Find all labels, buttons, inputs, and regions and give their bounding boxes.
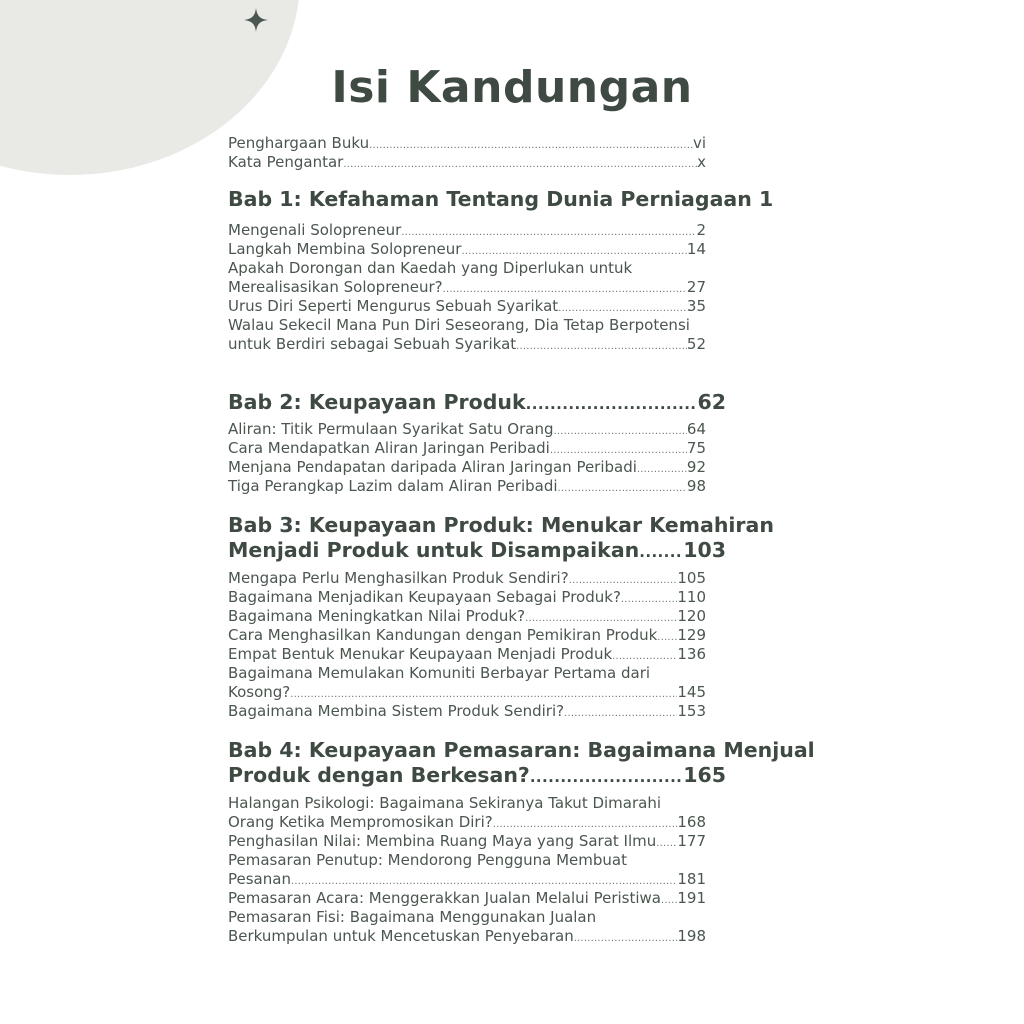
toc-entry-page: 92 — [686, 458, 706, 476]
toc-entry-page: 136 — [677, 645, 706, 663]
toc-entry-title: Orang Ketika Mempromosikan Diri? — [228, 813, 493, 831]
toc-entry-page: vi — [692, 134, 706, 152]
chapter-heading[interactable]: Bab 3: Keupayaan Produk: Menukar Kemahiran — [228, 513, 774, 537]
toc-entry-title: Urus Diri Seperti Mengurus Sebuah Syarikat — [228, 297, 559, 315]
toc-entry-title-line1[interactable]: Pemasaran Fisi: Bagaimana Menggunakan Jualan — [228, 908, 597, 926]
toc-entry-title: Bagaimana Menjadikan Keupayaan Sebagai Produk? — [228, 588, 621, 606]
chapter-heading-page: 165 — [683, 763, 726, 787]
toc-entry[interactable] — [228, 626, 706, 645]
toc-entry-title: Tiga Perangkap Lazim dalam Aliran Peribadi — [228, 477, 558, 495]
dot-leader — [343, 155, 697, 174]
toc-entry-page: 64 — [686, 420, 706, 438]
toc-entry-page: 181 — [677, 870, 706, 888]
toc-entry-page: 129 — [677, 626, 706, 644]
toc-entry-title: Berkumpulan untuk Mencetuskan Penyebaran — [228, 927, 574, 945]
toc-entry-page: 191 — [677, 889, 706, 907]
toc-entry-title: Mengapa Perlu Menghasilkan Produk Sendiri? — [228, 569, 569, 587]
toc-entry[interactable] — [228, 645, 706, 664]
toc-entry-title: Cara Menghasilkan Kandungan dengan Pemikiran Produk — [228, 626, 658, 644]
toc-entry-page: x — [697, 153, 706, 171]
dot-leader — [530, 764, 683, 790]
page-title: Isi Kandungan — [331, 62, 693, 113]
toc-entry-title-line1[interactable]: Walau Sekecil Mana Pun Diri Seseorang, Dia Tetap Berpotensi — [228, 316, 690, 334]
chapter-heading[interactable]: Bab 4: Keupayaan Pemasaran: Bagaimana Menjual — [228, 738, 815, 762]
toc-entry-title: Kata Pengantar — [228, 153, 344, 171]
chapter-heading[interactable] — [228, 389, 726, 415]
toc-entry[interactable] — [228, 832, 706, 851]
sparkle-icon — [242, 6, 270, 34]
dot-leader — [558, 479, 687, 498]
toc-entry-page: 27 — [686, 278, 706, 296]
toc-entry[interactable] — [228, 297, 706, 316]
toc-entry[interactable] — [228, 153, 706, 172]
toc-entry-title: Merealisasikan Solopreneur? — [228, 278, 443, 296]
toc-entry-title: Bagaimana Membina Sistem Produk Sendiri? — [228, 702, 565, 720]
toc-entry-title: Cara Mendapatkan Aliran Jaringan Peribadi — [228, 439, 550, 457]
toc-entry-page: 110 — [677, 588, 706, 606]
toc-entry[interactable] — [228, 569, 706, 588]
chapter-heading-page: 62 — [697, 390, 726, 414]
toc-entry-title: untuk Berdiri sebagai Sebuah Syarikat — [228, 335, 517, 353]
toc-entry[interactable] — [228, 927, 706, 946]
toc-entry[interactable] — [228, 683, 706, 702]
toc-entry[interactable] — [228, 813, 706, 832]
toc-entry[interactable] — [228, 870, 706, 889]
toc-entry-page: 198 — [677, 927, 706, 945]
chapter-heading[interactable] — [228, 762, 726, 788]
toc-entry-page: 75 — [686, 439, 706, 457]
toc-entry-title: Mengenali Solopreneur — [228, 221, 402, 239]
toc-entry[interactable] — [228, 278, 706, 297]
toc-entry[interactable] — [228, 702, 706, 721]
toc-entry-title: Penghargaan Buku — [228, 134, 370, 152]
toc-entry[interactable] — [228, 889, 706, 908]
toc-entry[interactable] — [228, 477, 706, 496]
toc-entry[interactable] — [228, 458, 706, 477]
toc-entry-title-line1[interactable]: Halangan Psikologi: Bagaimana Sekiranya Takut Dimarahi — [228, 794, 662, 812]
dot-leader — [574, 929, 678, 948]
toc-entry-page: 145 — [677, 683, 706, 701]
toc-entry-page: 168 — [677, 813, 706, 831]
toc-entry-page: 14 — [686, 240, 706, 258]
toc-entry-page: 177 — [677, 832, 706, 850]
toc-entry[interactable] — [228, 420, 706, 439]
toc-entry-page: 35 — [686, 297, 706, 315]
chapter-heading-title: Menjadi Produk untuk Disampaikan — [228, 538, 640, 562]
toc-entry-title: Aliran: Titik Permulaan Syarikat Satu Orang — [228, 420, 554, 438]
toc-entry-page: 2 — [696, 221, 706, 239]
toc-entry[interactable] — [228, 588, 706, 607]
toc-entry-page: 153 — [677, 702, 706, 720]
chapter-heading[interactable] — [228, 537, 726, 563]
toc-entry[interactable] — [228, 439, 706, 458]
chapter-heading-title: Bab 2: Keupayaan Produk — [228, 390, 526, 414]
toc-entry-page: 105 — [677, 569, 706, 587]
toc-entry[interactable] — [228, 134, 706, 153]
dot-leader — [516, 337, 687, 356]
dot-leader — [639, 539, 683, 565]
toc-entry[interactable] — [228, 221, 706, 240]
dot-leader — [656, 834, 677, 853]
toc-entry-page: 98 — [686, 477, 706, 495]
chapter-heading-title: Produk dengan Berkesan? — [228, 763, 530, 787]
toc-entry-title: Penghasilan Nilai: Membina Ruang Maya yang Sarat Ilmu — [228, 832, 657, 850]
toc-entry[interactable] — [228, 335, 706, 354]
toc-entry-title: Empat Bentuk Menukar Keupayaan Menjadi Produk — [228, 645, 613, 663]
toc-entry-title: Pemasaran Acara: Menggerakkan Jualan Melalui Peristiwa — [228, 889, 661, 907]
chapter-heading[interactable]: Bab 1: Kefahaman Tentang Dunia Perniagaan 1 — [228, 187, 774, 211]
chapter-heading-page: 103 — [683, 538, 726, 562]
toc-entry-title: Bagaimana Meningkatkan Nilai Produk? — [228, 607, 526, 625]
toc-entry-title: Menjana Pendapatan daripada Aliran Jaringan Peribadi — [228, 458, 637, 476]
toc-entry-title-line1[interactable]: Apakah Dorongan dan Kaedah yang Diperlukan untuk — [228, 259, 633, 277]
toc-entry-title-line1[interactable]: Bagaimana Memulakan Komuniti Berbayar Pertama dari — [228, 664, 651, 682]
toc-entry-title: Kosong? — [228, 683, 291, 701]
toc-entry-page: 120 — [677, 607, 706, 625]
toc-entry-title-line1[interactable]: Pemasaran Penutup: Mendorong Pengguna Membuat — [228, 851, 628, 869]
dot-leader — [564, 704, 677, 723]
toc-entry[interactable] — [228, 607, 706, 626]
dot-leader — [661, 891, 677, 910]
toc-entry-page: 52 — [686, 335, 706, 353]
toc-entry[interactable] — [228, 240, 706, 259]
toc-entry-title: Pesanan — [228, 870, 291, 888]
dot-leader — [526, 391, 698, 417]
toc-entry-title: Langkah Membina Solopreneur — [228, 240, 462, 258]
